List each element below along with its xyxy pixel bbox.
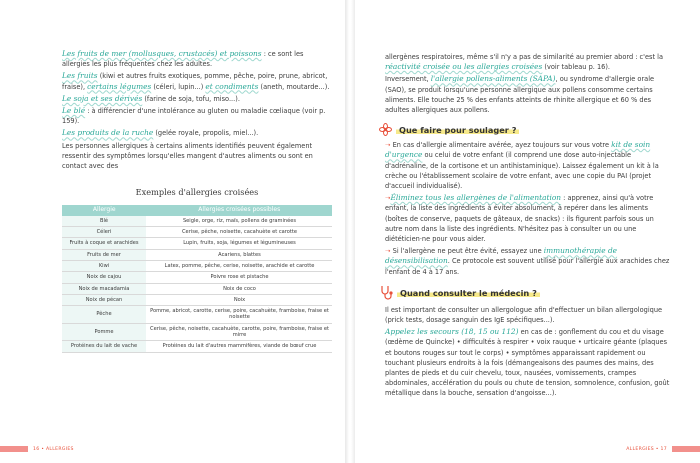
table-header-allergie: Allergie (62, 205, 147, 215)
left-column (62, 49, 332, 353)
right-column (385, 52, 671, 401)
table-row (62, 323, 332, 341)
table-cell-cross: Noix (147, 294, 333, 305)
paragraph-ruche: Les produits de la ruche (gelée royale, propolis, miel...). (62, 128, 259, 138)
table-row (62, 294, 332, 305)
table-cell-allergen: Noix de cajou (62, 272, 147, 283)
table-cell-cross: Poivre rose et pistache (147, 272, 333, 283)
table-cell-allergen: Protéines du lait de vache (62, 341, 147, 352)
footer-bar-right (672, 446, 700, 452)
table-cell-allergen: Noix de pécan (62, 294, 147, 305)
table-cell-cross: Cerise, pêche, noisette, cacahuète, carotte, poire, framboise, fraise et mirre (147, 323, 333, 341)
bullet-kit: ➝ En cas d'allergie alimentaire avérée, ayez toujours sur vous votre kit de soin d'urgence ou celui de votre enfant (il comprend une dose auto-injectable d'adrénaline, de la cortisone et un antihistaminique). Laissez également un kit à la crèche ou l'établissement scolaire de votre enfant, avec une copie du PAI (projet d'accueil individualisé). (385, 140, 659, 191)
page-number-left: 16 • ALLERGIES (33, 447, 74, 452)
book-gutter (345, 0, 355, 463)
paragraph-secours: Appelez les secours (18, 15 ou 112) en cas de : gonflement du cou et du visage (œdème de Quincke) • difficultés à respirer • voix rauque • urticaire géante (plaques et boutons rouges sur tout le corps) • symptômes apparaissant rapidement ou touchant plusieurs endroits à la fois (démangeaisons des paumes des mains, des plantes de pieds et du cuir chevelu, toux, nausées, vomissements, crampes abdominales, accélération du pouls ou chute de tension, somnolence, confusion, goût métallique dans la bouche, sensation d'angoisse...). (385, 327, 670, 398)
table-row (62, 272, 332, 283)
table-cell-cross: Acariens, blattes (147, 249, 333, 260)
table-cell-allergen: Fruits de mer (62, 249, 147, 260)
section-soulager-heading (379, 123, 671, 136)
paragraph-reactivity: allergènes respiratoires, même s'il n'y a pas de similarité au premier abord : c'est la réactivité croisée ou les allergies croisées (voir tableau p. 16). (385, 53, 664, 72)
table-cell-allergen: Blé (62, 216, 147, 227)
paragraph-ble: Le blé : à différencier d'une intolérance au gluten ou maladie cœliaque (voir p. 159). (62, 106, 326, 126)
table-row (62, 216, 332, 227)
table-row (62, 260, 332, 271)
paragraph-soja: Le soja et ses dérivés (farine de soja, tofu, miso...). (62, 93, 240, 103)
section-medecin-heading (379, 285, 671, 301)
table-cell-allergen: Pomme (62, 323, 147, 341)
arrow-icon: ➝ (385, 247, 391, 256)
stethoscope-icon (379, 285, 393, 301)
footer-bar-left (0, 446, 28, 452)
section-medecin-title: Quand consulter le médecin ? (397, 288, 540, 298)
arrow-icon: ➝ (385, 141, 391, 150)
table-cell-cross: Noix de coco (147, 283, 333, 294)
paragraph-fruits: Les fruits (kiwi et autres fruits exotiques, pomme, pêche, poire, prune, abricot, fraise), certains légumes (céleri, lupin...) et condiments (aneth, moutarde...). (62, 71, 330, 91)
paragraph-allergologue: Il est important de consulter un allergologue afin d'effectuer un bilan allergologique (prick tests, dosage sanguin des IgE spécifiques...). (385, 305, 663, 325)
flower-icon (379, 123, 392, 136)
arrow-icon: ➝ (385, 194, 391, 203)
paragraph-cross: Les personnes allergiques à certains aliments identifiés peuvent également ressentir des symptômes lorsqu'elles mangent d'autres aliments ou sont en contact avec des (62, 141, 313, 171)
table-row (62, 306, 332, 324)
paragraph-seafood: Les fruits de mer (mollusques, crustacés) et poissons : ce sont les allergies les plus fréquentes chez les adultes. (62, 49, 304, 69)
bullet-immunotherapy: ➝ Si l'allergène ne peut être évité, essayez une immunothérapie de désensibilisation. Ce protocole est souvent utilisé pour l'allergie aux arachides chez l'enfant de 4 à 17 ans. (385, 246, 670, 276)
table-row (62, 249, 332, 260)
table-row (62, 341, 332, 352)
table-header-row (62, 205, 332, 215)
table-cell-allergen: Pêche (62, 306, 147, 324)
table-row (62, 283, 332, 294)
table-title: Exemples d'allergies croisées (135, 187, 259, 198)
table-cell-cross: Pomme, abricot, carotte, cerise, poire, cacahuète, framboise, fraise et noisette (147, 306, 333, 324)
right-page (355, 0, 700, 463)
table-cell-allergen: Noix de macadamia (62, 283, 147, 294)
table-cell-cross: Protéines du lait d'autres mammifères, viande de bœuf crue (147, 341, 333, 352)
page-number-right: ALLERGIES • 17 (626, 447, 667, 452)
table-cell-cross: Latex, pomme, pêche, cerise, noisette, arachide et carotte (147, 260, 333, 271)
table-cell-allergen: Fruits à coque et arachides (62, 238, 147, 249)
cross-allergy-table (62, 205, 332, 352)
table-row (62, 227, 332, 238)
left-page (0, 0, 345, 463)
table-row (62, 238, 332, 249)
paragraph-sapa: Inversement, l'allergie pollens-aliments (SAPA), ou syndrome d'allergie orale (SAO), se produit lorsqu'une personne allergique aux pollens consomme certains aliments. Elle touche 25 % des enfants atteints de rhinite allergique et 60 % des adultes allergiques aux pollens. (385, 74, 655, 115)
section-soulager-title: Que faire pour soulager ? (396, 125, 519, 135)
table-cell-allergen: Kiwi (62, 260, 147, 271)
table-cell-cross: Cerise, pêche, noisette, cacahuète et carotte (147, 227, 333, 238)
table-header-croisees: Allergies croisées possibles (147, 205, 333, 215)
table-cell-cross: Seigle, orge, riz, maïs, pollens de graminées (147, 216, 333, 227)
table-cell-cross: Lupin, fruits, soja, légumes et légumineuses (147, 238, 333, 249)
table-cell-allergen: Céleri (62, 227, 147, 238)
bullet-eliminate: ➝Éliminez tous les allergènes de l'alimentation : apprenez, ainsi qu'à votre enfant, la liste des ingrédients à éviter absolument, à repérer dans les aliments (boîtes de conserve, paquets de gâteaux, de snacks) : ils figurent parfois sous un autre nom dans la liste des ingrédients. N'hésitez pas à consulter un ou une diététicien·ne pour vous aider. (385, 193, 654, 244)
